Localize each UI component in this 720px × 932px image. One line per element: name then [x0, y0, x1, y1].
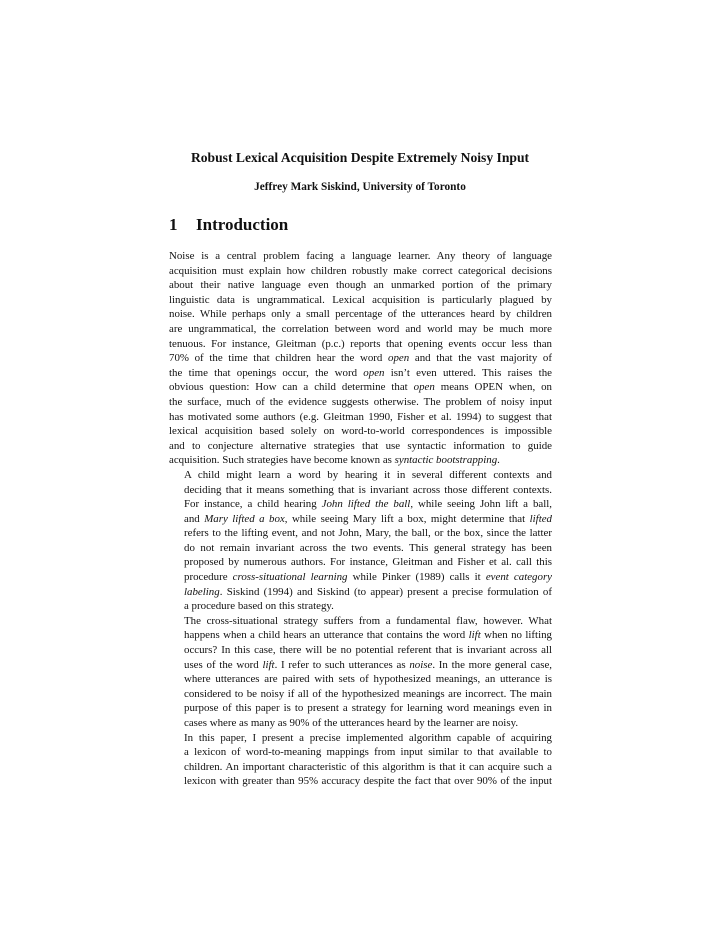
italic-term: lifted — [529, 512, 553, 525]
italic-term: open — [388, 352, 410, 365]
text-line: lexicon with greater than 95% accuracy despite the fact that over 90% of the input — [184, 775, 552, 788]
text-line: Noise is a central problem facing a language learner. Any theory of language — [169, 250, 552, 262]
text-line: are ungrammatical, the correlation between word and world may be much more — [169, 322, 552, 335]
text-line: In this paper, I present a precise implemented algorithm capable of acquiring — [184, 731, 552, 744]
text-line: the time that openings occur, the word open isn’t even uttered. This raises the — [169, 366, 552, 379]
paragraph — [169, 468, 552, 614]
text-line: a lexicon of word-to-meaning mappings from input similar to that available to — [184, 746, 552, 759]
text-line: For instance, a child hearing John lifted the ball, while seeing John lift a ball, — [184, 498, 552, 511]
text-line: purpose of this paper is to present a strategy for learning word meanings even in — [184, 702, 552, 715]
italic-term: lift — [262, 658, 275, 671]
text-line: acquisition must explain how children robustly make correct categorical decisions — [169, 264, 552, 277]
text-line: a procedure based on this strategy. — [184, 600, 334, 613]
text-line: obvious question: How can a child determine that open means OPEN when, on — [169, 381, 552, 394]
text-line: do not remain invariant across the two events. This general strategy has been — [184, 541, 552, 554]
text-line: 70% of the time that children hear the word open and that the vast majority of — [169, 352, 553, 365]
text-line: deciding that it means something that is invariant across those different contexts. — [184, 483, 552, 496]
italic-term: cross-situational learning — [232, 571, 348, 584]
text-line: The cross-situational strategy suffers from a fundamental flaw, however. What — [184, 614, 552, 627]
paragraph — [169, 249, 552, 468]
section-title: Introduction — [196, 215, 289, 234]
text-line: A child might learn a word by hearing it in several different contexts and — [184, 468, 552, 481]
paper-title: Robust Lexical Acquisition Despite Extremely Noisy Input — [190, 150, 530, 165]
italic-term: John lifted the ball — [321, 498, 411, 511]
paragraph — [169, 731, 552, 789]
text-line: occurs? In this case, there will be no potential referent that is invariant across all — [184, 644, 552, 657]
text-line: has motivated some authors (e.g. Gleitman 1990, Fisher et al. 1994) to suggest that — [169, 410, 552, 423]
body-text — [169, 249, 552, 789]
section-number: 1 — [169, 215, 178, 234]
text-line: and to conjecture alternative strategies that use syntactic information to guide — [169, 439, 552, 452]
text-line: refers to the lifting event, and not John, Mary, the ball, or the box, since the latter — [184, 527, 552, 540]
author-line: Jeffrey Mark Siskind, University of Toronto — [254, 181, 466, 193]
text-line: about their native language even though an unmarked portion of the primary — [169, 279, 552, 292]
text-line: noise. While perhaps only a small percentage of the utterances heard by children — [169, 308, 552, 321]
text-line: lexical acquisition based solely on word-to-world correspondences is impossible — [169, 425, 552, 438]
italic-term: open — [413, 381, 435, 394]
text-line: where utterances are paired with sets of hypothesized meanings, an utterance is — [184, 673, 552, 686]
text-line: cases where as many as 90% of the utterances heard by the learner are noisy. — [184, 717, 519, 729]
text-line: labeling. Siskind (1994) and Siskind (to appear) present a precise formulation of — [184, 585, 552, 598]
text-line: and Mary lifted a box, while seeing Mary lift a box, might determine that lifted — [184, 512, 553, 525]
italic-term: labeling — [184, 585, 220, 598]
text-line: children. An important characteristic of this algorithm is that it can acquire such a — [184, 760, 552, 773]
text-line: considered to be noisy if all of the hypothesized meanings are incorrect. The main — [184, 687, 552, 700]
italic-term: syntactic bootstrapping — [394, 454, 498, 467]
text-line: proposed by numerous authors. For instance, Gleitman and Fisher et al. call this — [184, 556, 552, 569]
text-line: linguistic data is ungrammatical. Lexical acquisition is particularly plagued by — [169, 293, 552, 306]
italic-term: Mary lifted a box — [204, 512, 285, 525]
text-line: the surface, much of the evidence suggests otherwise. The problem of noisy input — [169, 395, 552, 408]
text-line: happens when a child hears an utterance that contains the word lift when no lifting — [184, 629, 552, 642]
paragraph — [169, 614, 552, 731]
italic-term: open — [363, 366, 385, 379]
italic-term: event category — [485, 571, 553, 584]
italic-term: noise — [409, 658, 433, 671]
text-line: procedure cross-situational learning while Pinker (1989) calls it event category — [184, 571, 553, 584]
section-heading — [169, 215, 288, 235]
italic-term: lift — [468, 629, 481, 642]
text-line: tenuous. For instance, Gleitman (p.c.) reports that opening events occur less than — [169, 337, 552, 350]
text-line: uses of the word lift. I refer to such utterances as noise. In the more general case, — [184, 658, 553, 671]
text-line: acquisition. Such strategies have become known as syntactic bootstrapping. — [169, 454, 500, 467]
